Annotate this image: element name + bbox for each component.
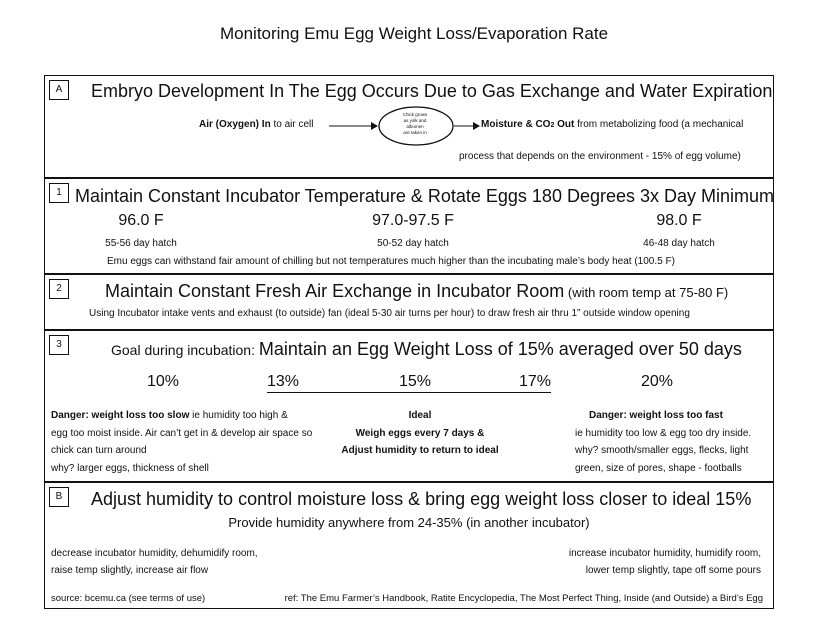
fast-column xyxy=(575,407,751,477)
temp-value-1: 96.0 F xyxy=(118,212,164,229)
slow-line: chick can turn around xyxy=(51,445,147,456)
ideal-line: Weigh eggs every 7 days & xyxy=(355,427,485,439)
goal-text: Maintain an Egg Weight Loss of 15% averaged over 50 days xyxy=(258,339,742,359)
section-a-box xyxy=(44,75,774,178)
slow-head: Danger: weight loss too slow xyxy=(51,410,190,421)
pct-17: 17% xyxy=(518,373,552,390)
ideal-range-line xyxy=(267,392,551,393)
air-in-rest: to air cell xyxy=(270,119,314,130)
source-note: source: bcemu.ca (see terms of use) xyxy=(51,593,206,604)
section-b-heading: Adjust humidity to control moisture loss & bring egg weight loss closer to ideal 15% xyxy=(91,489,752,509)
temp-value-3: 98.0 F xyxy=(656,212,702,229)
fast-line: ie humidity too low & egg too dry inside. xyxy=(575,427,752,439)
moisture-out-rest: from metabolizing food (a mechanical xyxy=(574,119,744,130)
goal-label: Goal during incubation xyxy=(111,342,252,358)
moisture-out-bold: Moisture & CO xyxy=(481,119,551,130)
temp-note-2: 50-52 day hatch xyxy=(377,238,449,249)
section-b-tag: B xyxy=(49,487,69,507)
section-a-tag: A xyxy=(49,80,69,100)
slow-column xyxy=(51,407,312,477)
co2-subscript: 2 xyxy=(550,122,555,129)
pct-10: 10% xyxy=(146,373,180,390)
egg-caption-line: albumen xyxy=(406,124,424,129)
section-2-box xyxy=(44,274,774,330)
egg-caption-line: as yolk and xyxy=(403,118,427,123)
section-2-tag: 2 xyxy=(49,279,69,299)
section-2-body: Using Incubator intake vents and exhaust (to outside) fan (ideal 5-30 air turns per hour) to draw fresh air thru 1” outside window opening xyxy=(89,308,690,319)
arrow-out-head xyxy=(473,122,480,130)
section-1-tag: 1 xyxy=(49,183,69,203)
pct-15: 15% xyxy=(398,373,432,390)
page-title: Monitoring Emu Egg Weight Loss/Evaporation Rate xyxy=(219,24,609,43)
decrease-line: raise temp slightly, increase air flow xyxy=(51,565,209,576)
pct-13: 13% xyxy=(266,373,300,390)
temp-value-2: 97.0-97.5 F xyxy=(372,212,454,229)
temp-note-3: 46-48 day hatch xyxy=(643,238,715,249)
slow-line: why? larger eggs, thickness of shell xyxy=(51,462,209,474)
section-3-tag: 3 xyxy=(49,335,69,355)
section-b-sub: Provide humidity anywhere from 24-35% (in another incubator) xyxy=(228,515,590,530)
decrease-column xyxy=(51,545,258,579)
increase-column xyxy=(569,545,761,579)
egg-caption xyxy=(375,112,455,136)
section-2-heading: Maintain Constant Fresh Air Exchange in Incubator Room xyxy=(105,281,565,301)
section-2-heading-wrap xyxy=(105,281,728,302)
fast-line: why? smooth/smaller eggs, flecks, light xyxy=(575,445,749,456)
fast-head: Danger: weight loss too fast xyxy=(589,410,723,421)
egg-caption-line: are taken in xyxy=(403,130,427,135)
goal-line xyxy=(111,339,742,360)
moisture-out-bold-2: Out xyxy=(554,119,575,130)
pct-20: 20% xyxy=(640,373,674,390)
moisture-out-line2: process that depends on the environment - 15% of egg volume) xyxy=(459,151,741,162)
decrease-line: decrease incubator humidity, dehumidify room, xyxy=(51,548,258,559)
section-a-heading: Embryo Development In The Egg Occurs Due to Gas Exchange and Water Expiration xyxy=(91,81,773,101)
goal-colon: : xyxy=(251,342,259,358)
ref-note: ref: The Emu Farmer’s Handbook, Ratite Encyclopedia, The Most Perfect Thing, Inside (and Outside) a Bird’s Egg xyxy=(284,593,763,604)
air-in-bold: Air (Oxygen) In xyxy=(199,119,271,130)
slow-line: egg too moist inside. Air can’t get in & develop air space so xyxy=(51,427,313,439)
ideal-head: Ideal xyxy=(408,410,432,421)
fast-line: green, size of pores, shape - footballs xyxy=(575,462,742,474)
section-b-box xyxy=(44,482,774,609)
slow-head-rest: ie humidity too high & xyxy=(189,410,288,421)
section-3-box xyxy=(44,330,774,482)
egg-caption-line: Chick grows xyxy=(402,112,428,117)
increase-line: increase incubator humidity, humidify room, xyxy=(568,548,761,559)
ideal-column xyxy=(315,407,525,460)
section-1-box xyxy=(44,178,774,274)
slow-head-line xyxy=(51,407,312,425)
increase-line: lower temp slightly, tape off some pours xyxy=(585,565,761,576)
section-2-heading-small: (with room temp at 75-80 F) xyxy=(564,285,729,300)
section-1-heading: Maintain Constant Incubator Temperature & Rotate Eggs 180 Degrees 3x Day Minimum xyxy=(75,186,775,206)
temp-note-1: 55-56 day hatch xyxy=(105,238,177,249)
section-1-footer: Emu eggs can withstand fair amount of chilling but not temperatures much higher than the incubating male’s body heat (100.5 F) xyxy=(107,256,675,267)
air-in-text xyxy=(199,119,313,130)
ideal-line: Adjust humidity to return to ideal xyxy=(341,445,499,456)
moisture-out-text xyxy=(481,119,743,130)
